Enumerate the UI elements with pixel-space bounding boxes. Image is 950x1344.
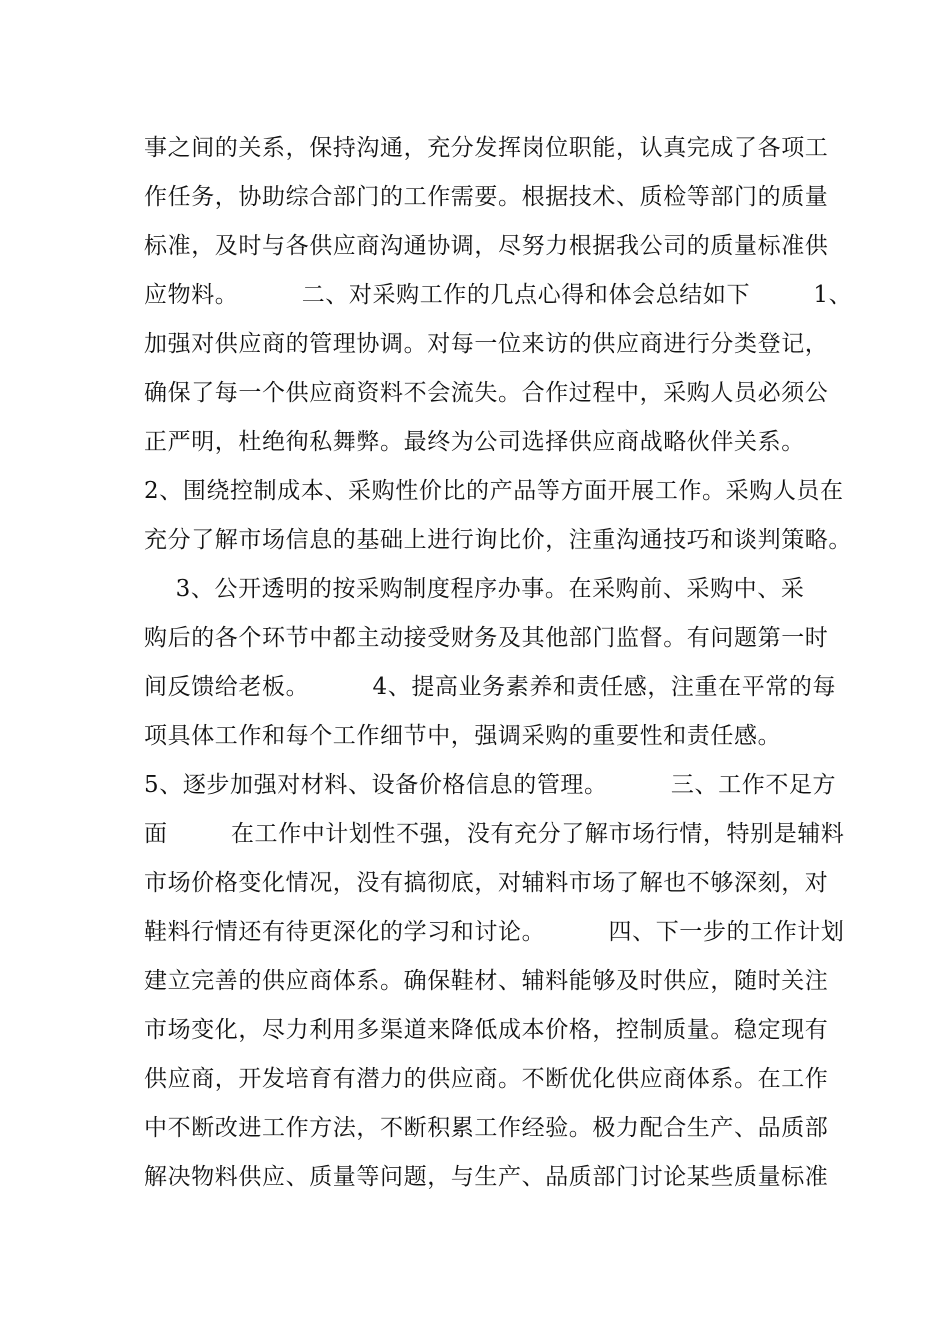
text-line: 供应商，开发培育有潜力的供应商。不断优化供应商体系。在工作: [144, 1066, 829, 1092]
text-line: 中不断改进工作方法，不断积累工作经验。极力配合生产、品质部: [144, 1115, 829, 1141]
text-line: 市场价格变化情况，没有搞彻底，对辅料市场了解也不够深刻，对: [144, 870, 829, 896]
text-line: 建立完善的供应商体系。确保鞋材、辅料能够及时供应，随时关注: [144, 968, 829, 994]
text-line: 项具体工作和每个工作细节中，强调采购的重要性和责任感。: [144, 723, 782, 749]
text-line: 购后的各个环节中都主动接受财务及其他部门监督。有问题第一时: [144, 625, 829, 651]
text-line: 应物料。 二、对采购工作的几点心得和体会总结如下 1、: [144, 282, 853, 308]
text-line: 间反馈给老板。 4、提高业务素养和责任感，注重在平常的每: [144, 674, 837, 700]
text-line: 作任务，协助综合部门的工作需要。根据技术、质检等部门的质量: [144, 184, 829, 210]
text-line: 事之间的关系，保持沟通，充分发挥岗位职能，认真完成了各项工: [144, 135, 829, 161]
text-line: 5、逐步加强对材料、设备价格信息的管理。 三、工作不足方: [144, 772, 837, 798]
text-line: 3、公开透明的按采购制度程序办事。在采购前、采购中、采: [144, 576, 805, 602]
text-line: 面 在工作中计划性不强，没有充分了解市场行情，特别是辅料: [144, 821, 845, 847]
text-line: 解决物料供应、质量等问题，与生产、品质部门讨论某些质量标准: [144, 1164, 829, 1190]
text-line: 加强对供应商的管理协调。对每一位来访的供应商进行分类登记，: [144, 331, 829, 357]
text-line: 标准，及时与各供应商沟通协调，尽努力根据我公司的质量标准供: [144, 233, 829, 259]
text-line: 充分了解市场信息的基础上进行询比价，注重沟通技巧和谈判策略。: [144, 527, 852, 553]
text-line: 市场变化，尽力利用多渠道来降低成本价格，控制质量。稳定现有: [144, 1017, 829, 1043]
body-text: [144, 130, 853, 1208]
text-line: 确保了每一个供应商资料不会流失。合作过程中，采购人员必须公: [144, 380, 829, 406]
text-line: 2、围绕控制成本、采购性价比的产品等方面开展工作。采购人员在: [144, 478, 844, 504]
text-line: 正严明，杜绝徇私舞弊。最终为公司选择供应商战略伙伴关系。: [144, 429, 805, 455]
text-line: 鞋料行情还有待更深化的学习和讨论。 四、下一步的工作计划: [144, 919, 845, 945]
